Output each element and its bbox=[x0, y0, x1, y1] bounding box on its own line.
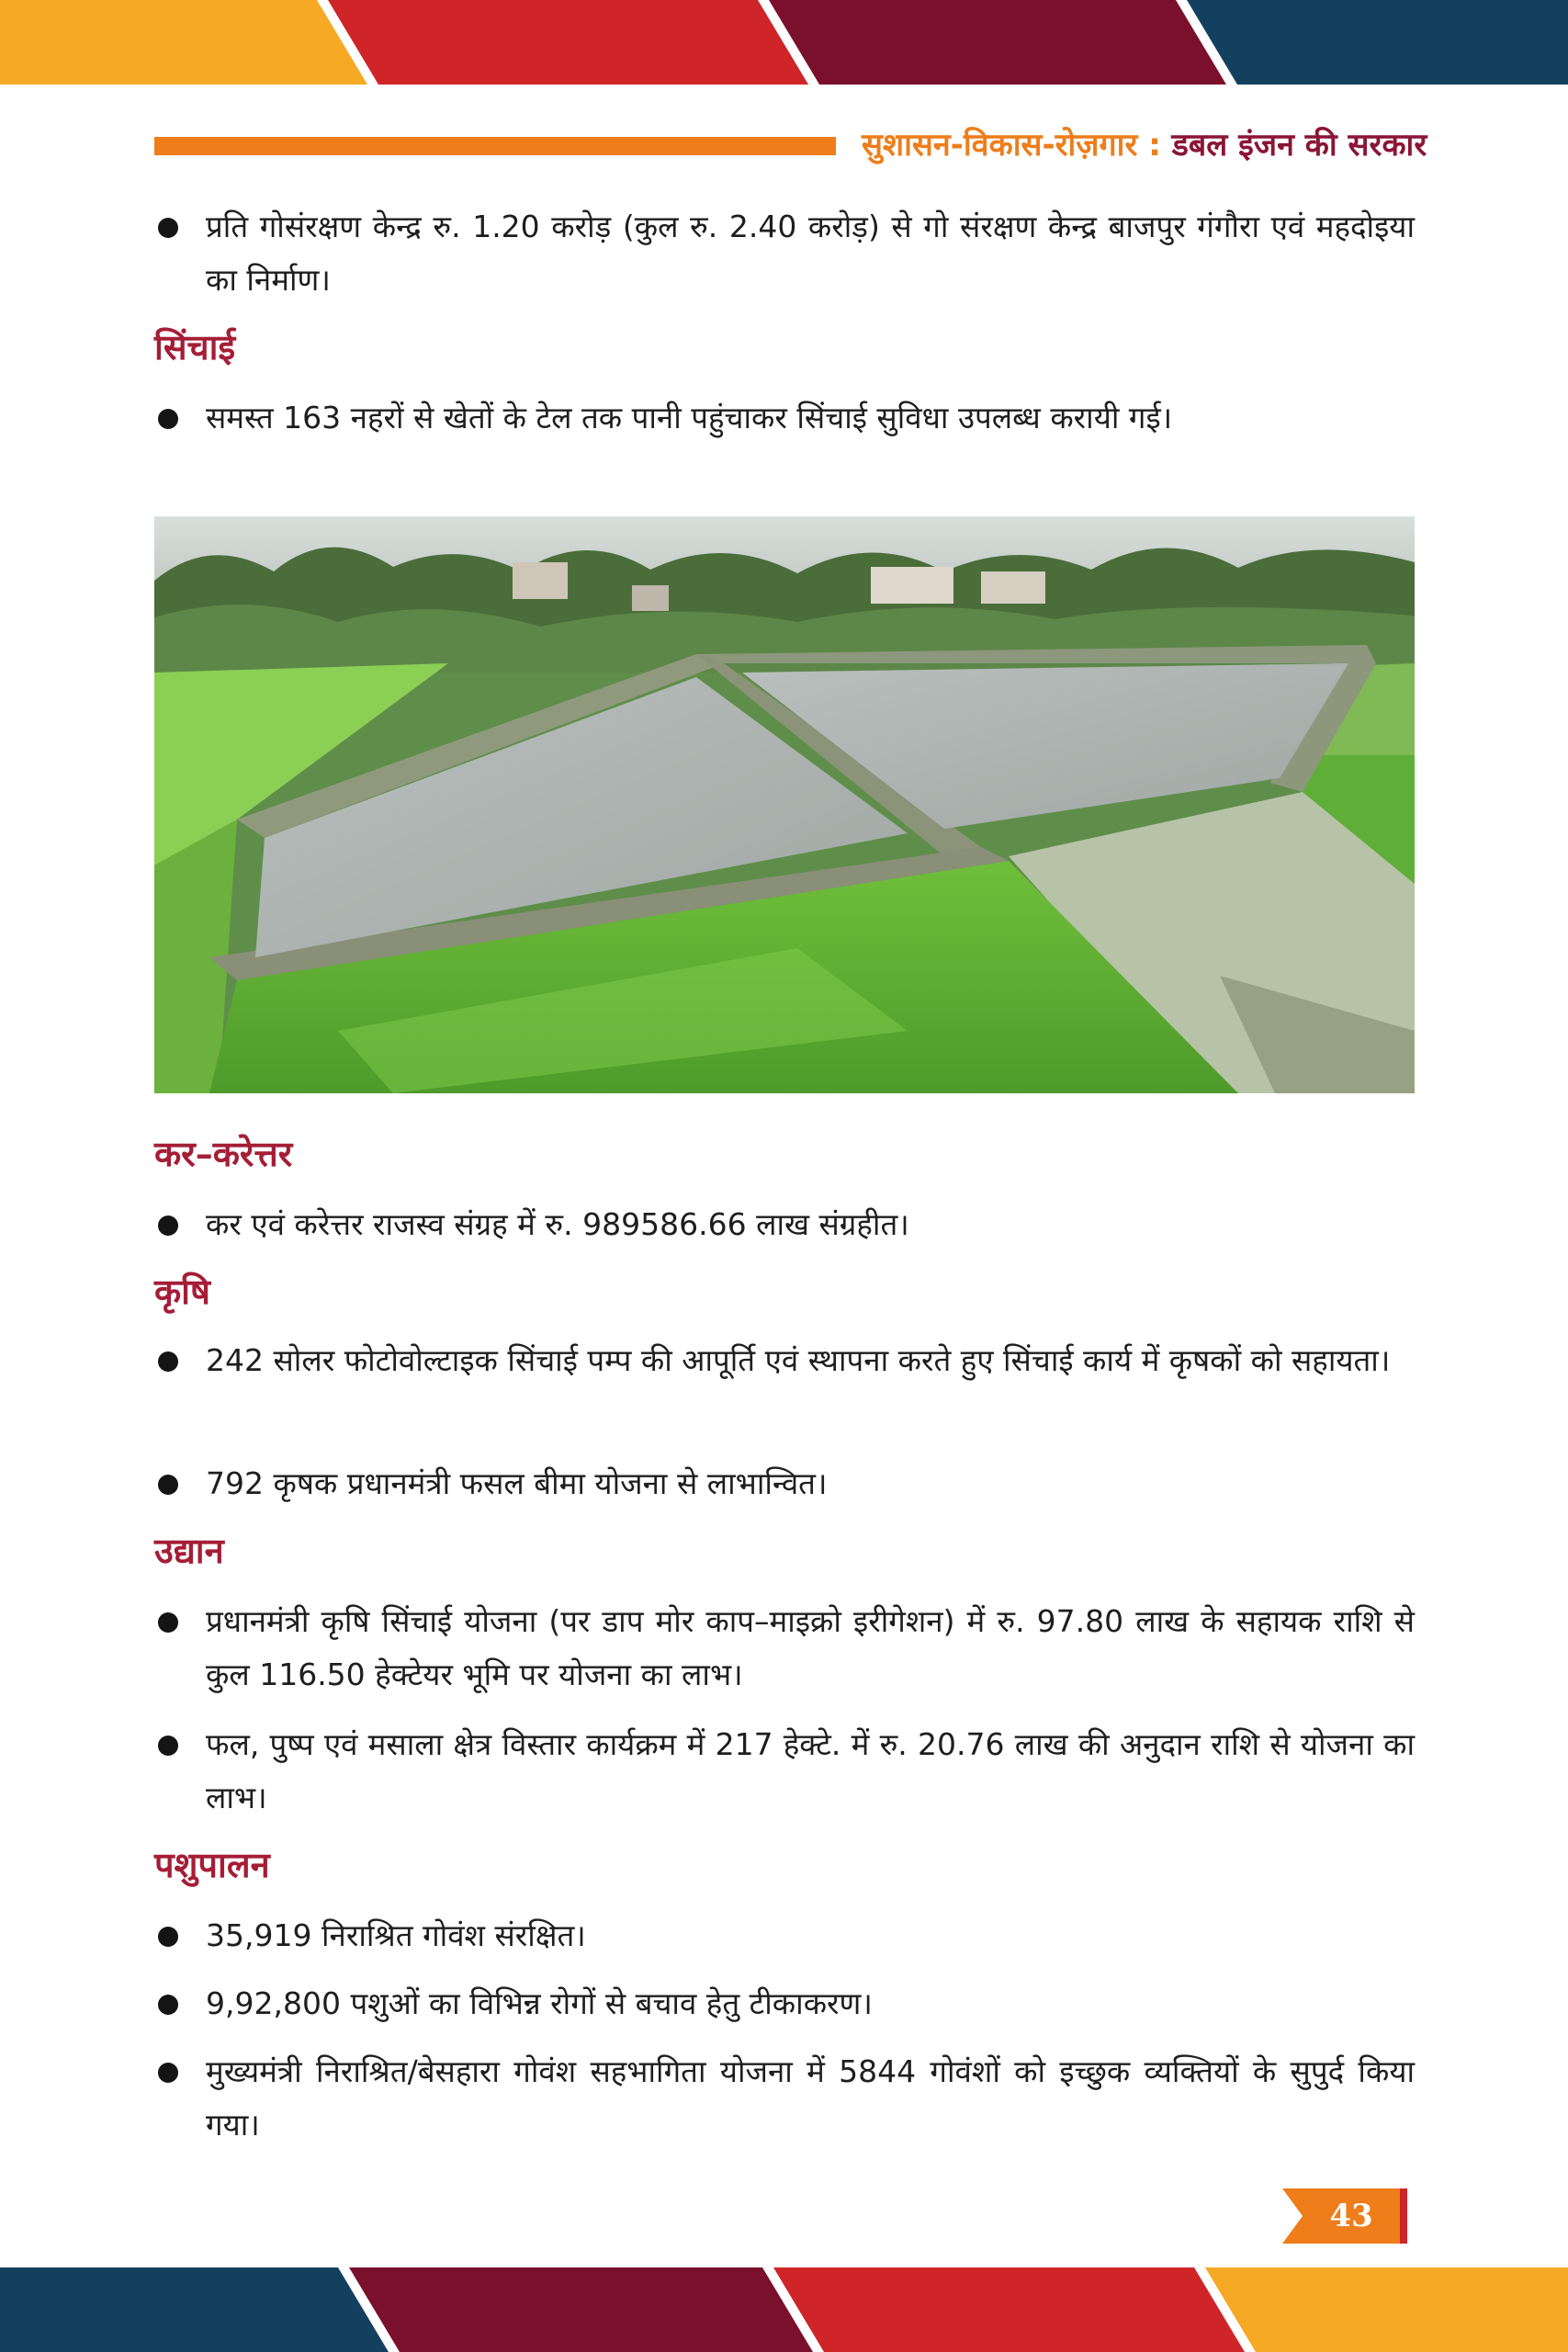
bullet-icon bbox=[158, 1927, 178, 1947]
section-heading-animal-husbandry: पशुपालन bbox=[154, 1844, 270, 1885]
list-item bbox=[154, 1718, 1415, 1825]
list-item bbox=[154, 1334, 1415, 1387]
list-item bbox=[154, 1909, 1415, 1962]
bullet-icon bbox=[158, 218, 178, 238]
header-title-part1: सुशासन-विकास-रोज़गार : bbox=[862, 127, 1172, 164]
section-heading-horticulture: उद्यान bbox=[154, 1530, 224, 1571]
bottom-decorative-band bbox=[0, 2267, 1568, 2352]
header-rule bbox=[154, 137, 836, 155]
bullet-text: कर एवं करेत्तर राजस्व संग्रह में रु. 989586.66 लाख संग्रहीत। bbox=[206, 1206, 909, 1242]
section-heading-agriculture: कृषि bbox=[154, 1271, 210, 1312]
bullet-icon bbox=[158, 2063, 178, 2083]
list-item bbox=[154, 1198, 1415, 1251]
top-decorative-band bbox=[0, 0, 1568, 85]
bullet-text: मुख्यमंत्री निराश्रित/बेसहारा गोवंश सहभागिता योजना में 5844 गोवंशों को इच्छुक व्यक्तियों के सुपुर्द किया गया। bbox=[206, 2053, 1415, 2143]
bullet-icon bbox=[158, 1475, 178, 1495]
list-item bbox=[154, 391, 1415, 445]
header-title-part2: डबल इंजन की सरकार bbox=[1171, 127, 1427, 164]
bullet-icon bbox=[158, 409, 178, 429]
section-heading-tax: कर–करेत्तर bbox=[154, 1133, 293, 1174]
bullet-text: 792 कृषक प्रधानमंत्री फसल बीमा योजना से लाभान्वित। bbox=[206, 1465, 828, 1501]
bullet-text: 242 सोलर फोटोवोल्टाइक सिंचाई पम्प की आपूर्ति एवं स्थापना करते हुए सिंचाई कार्य में कृषकों को सहायता। bbox=[206, 1342, 1391, 1378]
list-item bbox=[154, 200, 1415, 307]
list-item bbox=[154, 1457, 1415, 1510]
bullet-icon bbox=[158, 1351, 178, 1372]
bullet-text: फल, पुष्प एवं मसाला क्षेत्र विस्तार कार्यक्रम में 217 हेक्टे. में रु. 20.76 लाख की अनुदान राशि से योजना का लाभ। bbox=[206, 1726, 1415, 1815]
bullet-icon bbox=[158, 1736, 178, 1756]
bullet-text: 35,919 निराश्रित गोवंश संरक्षित। bbox=[206, 1917, 586, 1953]
bullet-icon bbox=[158, 1612, 178, 1633]
bullet-icon bbox=[158, 1216, 178, 1236]
bullet-text: 9,92,800 पशुओं का विभिन्न रोगों से बचाव हेतु टीकाकरण। bbox=[206, 1985, 873, 2021]
list-item bbox=[154, 1977, 1415, 2030]
section-heading-irrigation: सिंचाई bbox=[154, 326, 236, 368]
bullet-text: प्रति गोसंरक्षण केन्द्र रु. 1.20 करोड़ (कुल रु. 2.40 करोड़) से गो संरक्षण केन्द्र बाजपुर गंगौरा एवं महदोइया का निर्माण। bbox=[206, 209, 1415, 298]
bullet-icon bbox=[158, 1995, 178, 2015]
running-header bbox=[862, 123, 1427, 167]
list-item bbox=[154, 1595, 1415, 1702]
page-number-tag bbox=[1282, 2188, 1411, 2244]
list-item bbox=[154, 2045, 1415, 2152]
bullet-text: समस्त 163 नहरों से खेतों के टेल तक पानी पहुंचाकर सिंचाई सुविधा उपलब्ध करायी गई। bbox=[206, 400, 1173, 435]
bullet-text: प्रधानमंत्री कृषि सिंचाई योजना (पर डाप मोर काप–माइक्रो इरीगेशन) में रु. 97.80 लाख के सहायक राशि से कुल 116.50 हेक्टेयर भूमि पर योजना का लाभ। bbox=[206, 1603, 1415, 1692]
page-number: 43 bbox=[1329, 2198, 1373, 2234]
irrigation-ponds-photo bbox=[154, 516, 1415, 1093]
